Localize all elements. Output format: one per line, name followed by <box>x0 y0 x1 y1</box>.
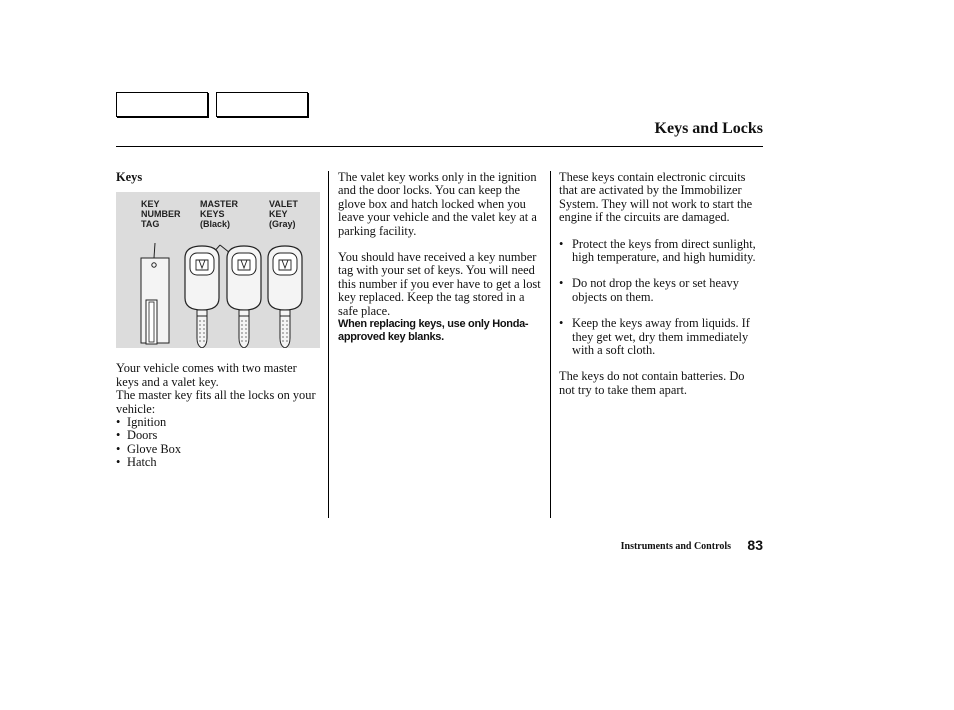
column-1 <box>116 171 320 470</box>
list-item: • Ignition <box>116 416 320 429</box>
list-item: • Glove Box <box>116 443 320 456</box>
column-divider-2 <box>550 171 551 518</box>
immobilizer-paragraph: These keys contain electronic circuits that are activated by the Immobilizer System. They will not work to start the engine if the circuits are damaged. <box>559 170 753 225</box>
list-item: • Protect the keys from direct sunlight, high temperature, and high humidity. <box>559 238 763 265</box>
column-divider-1 <box>328 171 329 518</box>
locks-list <box>116 416 320 470</box>
intro-text-2: The master key fits all the locks on your vehicle: <box>116 388 316 416</box>
nav-tab-2[interactable] <box>216 92 308 117</box>
header-rule <box>116 146 763 147</box>
master-key-1 <box>185 246 219 348</box>
label-key-number-tag: KEY NUMBER TAG <box>141 199 181 230</box>
list-item: • Keep the keys away from liquids. If they get wet, dry them immediately with a soft cloth. <box>559 317 763 357</box>
key-number-tag <box>141 258 169 344</box>
section-heading: Keys <box>116 170 143 184</box>
list-item: • Do not drop the keys or set heavy objects on them. <box>559 277 763 304</box>
batteries-paragraph: The keys do not contain batteries. Do not try to take them apart. <box>559 369 745 397</box>
intro-text-1: Your vehicle comes with two master keys and a valet key. <box>116 361 297 389</box>
key-tag-paragraph: You should have received a key number tag with your set of keys. You will need this number if you ever have to get a lost key replaced. Keep the tag stored in a safe place. <box>338 250 541 318</box>
valet-key <box>268 246 302 348</box>
nav-tab-1[interactable] <box>116 92 208 117</box>
list-item: • Hatch <box>116 456 320 469</box>
label-valet-key: VALET KEY (Gray) <box>269 199 298 230</box>
column-3 <box>559 171 763 397</box>
page-number: 83 <box>747 537 763 553</box>
label-master-keys: MASTER KEYS (Black) <box>200 199 238 230</box>
column-2 <box>338 171 544 345</box>
replacement-note: When replacing keys, use only Honda-approved key blanks. <box>338 318 529 344</box>
master-key-2 <box>227 246 261 348</box>
page-title: Keys and Locks <box>654 120 763 137</box>
footer-section-name: Instruments and Controls <box>620 541 731 552</box>
valet-key-paragraph: The valet key works only in the ignition and the door locks. You can keep the glove box and hatch locked when you leave your vehicle and the valet key at a parking facility. <box>338 170 537 238</box>
care-tips-list <box>559 238 763 358</box>
list-item: • Doors <box>116 429 320 442</box>
keys-illustration <box>116 192 320 348</box>
